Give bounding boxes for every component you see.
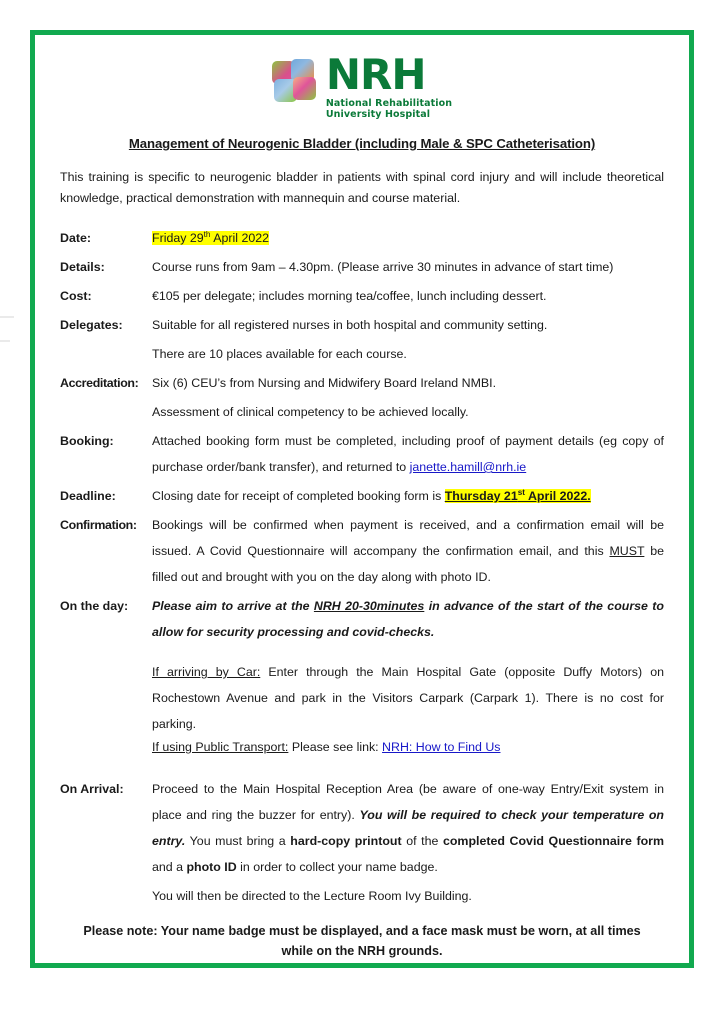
field-row-delegates	[60, 312, 664, 338]
on-arrival-emphasis-3: completed Covid Questionnaire form	[442, 834, 665, 848]
booking-email-link[interactable]: janette.hamill@nrh.ie	[409, 460, 527, 474]
public-transport-paragraph	[152, 737, 664, 758]
deadline-suffix: April 2022.	[525, 489, 591, 503]
confirmation-text-2: be filled out and brought with you on the day along with photo ID.	[152, 544, 664, 584]
on-arrival-text-4: and a	[152, 860, 187, 874]
field-row-date	[60, 225, 664, 251]
value-delegates-line2: There are 10 places available for each course.	[152, 347, 407, 361]
field-row-details	[60, 254, 664, 280]
field-row-deadline	[60, 483, 664, 509]
arriving-by-car-heading: If arriving by Car:	[152, 665, 261, 679]
field-row-accreditation	[60, 370, 664, 396]
value-date	[152, 225, 664, 251]
on-arrival-text-2: You must bring a	[185, 834, 291, 848]
closing-note: Please note: Your name badge must be displayed, and a face mask must be worn, at all times while on the NRH grounds.	[83, 924, 641, 958]
value-on-the-day	[152, 593, 664, 645]
value-cost: €105 per delegate; includes morning tea/coffee, lunch including dessert.	[152, 289, 547, 303]
on-the-day-emphasis: NRH 20-30minutes	[313, 599, 425, 613]
label-date: Date:	[60, 231, 91, 245]
label-deadline: Deadline:	[60, 489, 116, 503]
on-arrival-emphasis-1: You will be required to check your temperature on entry.	[152, 808, 664, 848]
public-transport-heading: If using Public Transport:	[152, 740, 289, 754]
nrh-logo	[60, 50, 664, 120]
on-arrival-emphasis-4: photo ID	[186, 860, 237, 874]
value-booking	[152, 428, 664, 480]
date-prefix: Friday 29	[152, 231, 204, 245]
on-arrival-text-1: Proceed to the Main Hospital Reception Area (be aware of one-way Entry/Exit system in place and ring the buzzer for entry).	[152, 782, 664, 822]
on-arrival-emphasis-2: hard-copy printout	[290, 834, 402, 848]
date-suffix: April 2022	[210, 231, 270, 245]
field-row-accreditation-line2	[60, 399, 664, 425]
date-ordinal: th	[203, 229, 211, 239]
logo-subtitle	[326, 98, 452, 120]
value-delegates: Suitable for all registered nurses in both hospital and community setting.	[152, 318, 548, 332]
value-confirmation	[152, 512, 664, 590]
arriving-by-car-paragraph	[152, 659, 664, 737]
date-highlight	[152, 231, 269, 245]
booking-text: Attached booking form must be completed, including proof of payment details (eg copy of purchase order/bank transfer), and returned to	[152, 434, 664, 474]
how-to-find-us-link[interactable]: NRH: How to Find Us	[382, 740, 501, 754]
lecture-room-line: You will then be directed to the Lecture Room Ivy Building.	[152, 889, 472, 903]
label-accreditation: Accreditation:	[60, 376, 139, 390]
value-details: Course runs from 9am – 4.30pm. (Please arrive 30 minutes in advance of start time)	[152, 260, 614, 274]
on-the-day-text-1: Please aim to arrive at the	[152, 599, 314, 613]
deadline-prefix: Thursday 21	[444, 489, 518, 503]
document-content	[60, 45, 664, 961]
label-confirmation: Confirmation:	[60, 518, 137, 532]
nrh-four-squares-icon	[272, 59, 318, 105]
deadline-text: Closing date for receipt of completed booking form is	[152, 489, 445, 503]
on-arrival-text-5: in order to collect your name badge.	[236, 860, 438, 874]
label-delegates: Delegates:	[60, 318, 123, 332]
label-on-the-day: On the day:	[60, 599, 129, 613]
scan-artifact-mark	[0, 316, 14, 318]
label-booking: Booking:	[60, 434, 114, 448]
field-row-cost	[60, 283, 664, 309]
arriving-by-car-text: Enter through the Main Hospital Gate (opposite Duffy Motors) on Rochestown Avenue and park in the Visitors Carpark (Carpark 1). There is no cost for parking.	[152, 665, 664, 731]
on-arrival-text-3: of the	[401, 834, 443, 848]
logo-wordmark: NRH	[325, 50, 426, 99]
value-accreditation-line2: Assessment of clinical competency to be achieved locally.	[152, 405, 469, 419]
confirmation-text-1: Bookings will be confirmed when payment is received, and a confirmation email will be issued. A Covid Questionnaire will accompany the confirmation email, and this	[152, 518, 664, 558]
label-cost: Cost:	[60, 289, 92, 303]
on-the-day-text-2: in advance of the start of the course to allow for security processing and covid-checks.	[152, 599, 665, 639]
public-transport-text: Please see link:	[288, 740, 383, 754]
field-row-on-the-day	[60, 593, 664, 645]
label-details: Details:	[60, 260, 105, 274]
field-row-delegates-line2	[60, 341, 664, 367]
scan-artifact-mark	[0, 340, 10, 342]
value-deadline	[152, 483, 664, 509]
deadline-ordinal: st	[517, 487, 525, 497]
intro-paragraph: This training is specific to neurogenic bladder in patients with spinal cord injury and will include theoretical knowledge, practical demonstration with mannequin and course material.	[60, 170, 664, 205]
page-title: Management of Neurogenic Bladder (including Male & SPC Catheterisation)	[128, 136, 596, 151]
logo-subtitle-line1: National Rehabilitation	[325, 98, 453, 109]
value-on-arrival	[152, 776, 664, 880]
field-row-on-arrival	[60, 776, 664, 880]
field-row-booking	[60, 428, 664, 480]
confirmation-emphasis: MUST	[609, 544, 645, 558]
value-accreditation: Six (6) CEU’s from Nursing and Midwifery Board Ireland NMBI.	[152, 376, 497, 390]
logo-subtitle-line2: University Hospital	[325, 109, 431, 120]
field-row-confirmation	[60, 512, 664, 590]
label-on-arrival: On Arrival:	[60, 782, 124, 796]
deadline-highlight	[445, 489, 591, 503]
